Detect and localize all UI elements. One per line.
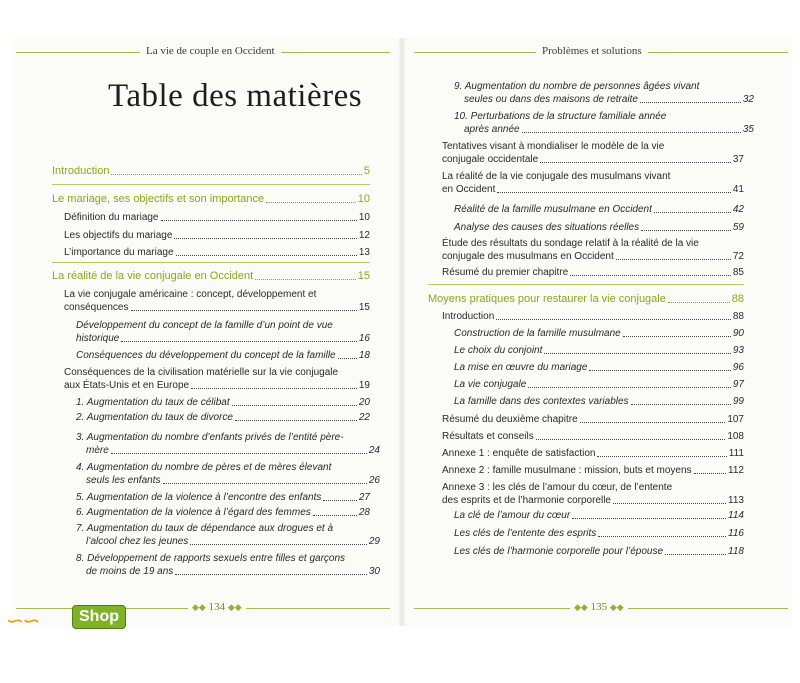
toc-line [52, 165, 370, 178]
toc-entry-page: 22 [358, 412, 370, 423]
dot-leader [631, 404, 731, 405]
running-head-right: Problèmes et solutions [536, 45, 648, 57]
shop-logo[interactable] [4, 600, 134, 632]
dot-leader [597, 456, 726, 457]
toc-entry-title: conjugale des musulmans en Occident [442, 251, 614, 262]
toc-line [428, 293, 744, 306]
toc-line [76, 411, 370, 424]
dot-leader [694, 473, 726, 474]
toc-line [464, 93, 754, 106]
toc-entry-page: 41 [732, 184, 744, 195]
toc-entry-page: 85 [732, 267, 744, 278]
toc-entry-page: 32 [742, 94, 754, 105]
toc-entry-page: 13 [358, 247, 370, 258]
toc-entry-page: 116 [728, 528, 744, 539]
toc-line [76, 491, 370, 504]
toc-entry-title: 5. Augmentation de la violence à l’encontre des enfants [76, 492, 322, 503]
toc-entry-page: 37 [732, 154, 744, 165]
toc-entry-page: 97 [732, 379, 744, 390]
dot-leader [111, 453, 367, 454]
toc-line [454, 545, 744, 558]
toc-entry-title: mère [86, 445, 109, 456]
toc-line [454, 221, 744, 234]
toc-entry-title: aux États-Unis et en Europe [64, 380, 190, 391]
folio-right: 135 [590, 601, 608, 613]
toc-entry-page: 10 [357, 193, 370, 205]
toc-entry-page: 72 [732, 251, 744, 262]
dot-leader [665, 554, 726, 555]
toc-entry-title: 9. Augmentation du nombre de personnes âgées vivant [454, 81, 700, 92]
toc-line [454, 527, 744, 540]
dot-leader [174, 238, 356, 239]
toc-entry-title: La réalité de la vie conjugale des musulmans vivant [442, 171, 671, 182]
toc-line [64, 211, 370, 224]
toc-entry-title: Introduction [52, 165, 110, 177]
dot-leader [497, 192, 731, 193]
toc-entry-page: 42 [732, 204, 744, 215]
toc-entry-title: 7. Augmentation du taux de dépendance aux drogues et à [76, 523, 334, 534]
toc-entry-title: Le mariage, ses objectifs et son importance [52, 193, 265, 205]
toc-line [76, 319, 370, 332]
toc-entry-title: La mise en œuvre du mariage [454, 362, 588, 373]
toc-line [442, 170, 744, 183]
toc-line [454, 395, 744, 408]
toc-entry-page: 35 [742, 124, 754, 135]
toc-entry-title: La vie conjugale [454, 379, 527, 390]
dot-leader [121, 341, 357, 342]
dot-leader [544, 353, 730, 354]
toc-entry-page: 27 [358, 492, 370, 503]
dot-leader [616, 259, 731, 260]
dot-leader [589, 370, 730, 371]
dot-leader [540, 162, 731, 163]
dot-leader [570, 275, 731, 276]
toc-entry-page: 112 [728, 465, 744, 476]
toc-entry-title: 2. Augmentation du taux de divorce [76, 412, 233, 423]
toc-entry-title: Moyens pratiques pour restaurer la vie conjugale [428, 293, 666, 305]
dot-leader [528, 387, 731, 388]
toc-line [76, 506, 370, 519]
toc-entry-title: de moins de 19 ans [86, 566, 174, 577]
toc-line [76, 349, 370, 362]
toc-entry-title: L’importance du mariage [64, 247, 174, 258]
toc-line [454, 361, 744, 374]
toc-entry-title: historique [76, 333, 120, 344]
folio-left: 134 [208, 601, 226, 613]
toc-entry-title: après année [464, 124, 520, 135]
section-divider [428, 284, 744, 285]
toc-line [442, 430, 744, 443]
dot-leader [176, 255, 357, 256]
toc-entry-page: 88 [732, 311, 744, 322]
running-head-left: La vie de couple en Occident [140, 45, 281, 57]
dot-leader [232, 405, 357, 406]
page-number-left [188, 601, 246, 613]
toc-entry-page: 93 [732, 345, 744, 356]
toc-entry-page: 114 [728, 510, 744, 521]
dot-leader [496, 319, 731, 320]
toc-line [442, 153, 744, 166]
toc-line [442, 494, 744, 507]
toc-line [64, 366, 370, 379]
dot-leader [255, 279, 356, 280]
dot-leader [613, 503, 726, 504]
toc-entry-page: 15 [358, 302, 370, 313]
toc-entry-title: La clé de l’amour du cœur [454, 510, 571, 521]
toc-entry-title: Étude des résultats du sondage relatif à la réalité de la vie [442, 238, 699, 249]
dot-leader [191, 388, 357, 389]
toc-line [76, 552, 370, 565]
toc-line [52, 270, 370, 283]
toc-entry-page: 10 [358, 212, 370, 223]
toc-entry-page: 20 [358, 397, 370, 408]
toc-entry-page: 29 [368, 536, 380, 547]
toc-entry-title: Construction de la famille musulmane [454, 328, 621, 339]
toc-entry-title: conséquences [64, 302, 129, 313]
toc-entry-title: Définition du mariage [64, 212, 159, 223]
toc-entry-page: 99 [732, 396, 744, 407]
toc-entry-page: 90 [732, 328, 744, 339]
toc-entry-title: Résumé du deuxième chapitre [442, 414, 578, 425]
dot-leader [536, 439, 726, 440]
toc-entry-page: 118 [728, 546, 744, 557]
toc-line [454, 203, 744, 216]
toc-entry-page: 16 [358, 333, 370, 344]
ornament-icon: ◆◆ [574, 602, 588, 612]
swirl-logo-icon: ∽∽ [4, 608, 37, 633]
toc-line [454, 344, 744, 357]
toc-entry-title: 8. Développement de rapports sexuels entre filles et garçons [76, 553, 346, 564]
toc-line [52, 193, 370, 206]
toc-entry-page: 59 [732, 222, 744, 233]
toc-entry-page: 12 [358, 230, 370, 241]
toc-entry-title: 6. Augmentation de la violence à l’égard des femmes [76, 507, 311, 518]
dot-leader [640, 102, 741, 103]
toc-entry-title: 1. Augmentation du taux de célibat [76, 397, 230, 408]
page-title: Table des matières [108, 78, 363, 114]
toc-line [442, 140, 744, 153]
toc-entry-title: l’alcool chez les jeunes [86, 536, 189, 547]
toc-line [64, 301, 370, 314]
toc-entry-page: 5 [363, 165, 370, 177]
ornament-icon: ◆◆ [192, 602, 206, 612]
toc-line [64, 246, 370, 259]
toc-line [86, 565, 380, 578]
ornament-icon: ◆◆ [227, 602, 242, 612]
toc-line [454, 378, 744, 391]
toc-entry-title: La famille dans des contextes variables [454, 396, 629, 407]
dot-leader [323, 500, 357, 501]
toc-line [454, 327, 744, 340]
toc-line [76, 332, 370, 345]
toc-line [442, 237, 744, 250]
toc-entry-title: seuls les enfants [86, 475, 161, 486]
dot-leader [266, 202, 356, 203]
dot-leader [161, 220, 357, 221]
shop-badge: Shop [72, 605, 126, 629]
toc-entry-title: Le choix du conjoint [454, 345, 543, 356]
toc-entry-page: 18 [358, 350, 370, 361]
toc-line [76, 431, 370, 444]
dot-leader [175, 574, 367, 575]
dot-leader [111, 174, 361, 175]
toc-line [442, 464, 744, 477]
toc-entry-title: La vie conjugale américaine : concept, développement et [64, 289, 317, 300]
toc-entry-title: Résultats et conseils [442, 431, 534, 442]
section-divider [52, 262, 370, 263]
toc-entry-page: 28 [358, 507, 370, 518]
toc-entry-title: La réalité de la vie conjugale en Occident [52, 270, 254, 282]
toc-entry-title: Tentatives visant à mondialiser le modèle de la vie [442, 141, 665, 152]
toc-entry-title: des esprits et de l’harmonie corporelle [442, 495, 611, 506]
toc-entry-title: en Occident [442, 184, 496, 195]
dot-leader [623, 336, 731, 337]
toc-line [442, 447, 744, 460]
toc-line [442, 481, 744, 494]
toc-entry-page: 113 [728, 495, 744, 506]
ornament-icon: ◆◆ [609, 602, 624, 612]
toc-line [76, 461, 370, 474]
toc-line [64, 379, 370, 392]
dot-leader [313, 515, 357, 516]
toc-entry-title: Conséquences de la civilisation matérielle sur la vie conjugale [64, 367, 339, 378]
toc-entry-title: Annexe 3 : les clés de l’amour du cœur, de l’entente [442, 482, 673, 493]
toc-entry-title: Réalité de la famille musulmane en Occident [454, 204, 652, 215]
toc-entry-title: Développement du concept de la famille d’un point de vue [76, 320, 333, 331]
dot-leader [641, 230, 731, 231]
toc-entry-page: 107 [727, 414, 744, 425]
toc-line [86, 474, 380, 487]
toc-line [76, 396, 370, 409]
toc-line [442, 266, 744, 279]
toc-line [86, 535, 380, 548]
toc-entry-page: 111 [728, 448, 744, 459]
dot-leader [522, 132, 741, 133]
toc-entry-title: Les clés de l’harmonie corporelle pour l’épouse [454, 546, 664, 557]
dot-leader [580, 422, 726, 423]
toc-line [442, 413, 744, 426]
toc-entry-title: Introduction [442, 311, 495, 322]
toc-entry-title: Annexe 1 : enquête de satisfaction [442, 448, 596, 459]
toc-entry-page: 24 [368, 445, 380, 456]
toc-entry-title: Résumé du premier chapitre [442, 267, 569, 278]
toc-line [454, 110, 744, 123]
dot-leader [668, 302, 730, 303]
toc-entry-title: 3. Augmentation du nombre d’enfants privés de l’entité père- [76, 432, 344, 443]
toc-line [64, 229, 370, 242]
toc-line [76, 522, 370, 535]
toc-entry-title: 10. Perturbations de la structure familiale année [454, 111, 667, 122]
toc-entry-page: 96 [732, 362, 744, 373]
dot-leader [131, 310, 357, 311]
toc-entry-page: 30 [368, 566, 380, 577]
toc-line [442, 183, 744, 196]
page-number-right [570, 601, 628, 613]
toc-entry-title: Les objectifs du mariage [64, 230, 173, 241]
toc-line [442, 250, 744, 263]
toc-entry-title: Annexe 2 : famille musulmane : mission, buts et moyens [442, 465, 692, 476]
dot-leader [338, 358, 357, 359]
toc-line [442, 310, 744, 323]
toc-line [86, 444, 380, 457]
toc-entry-title: Analyse des causes des situations réelles [454, 222, 640, 233]
toc-entry-title: Les clés de l’entente des esprits [454, 528, 597, 539]
toc-line [454, 80, 744, 93]
toc-entry-title: 4. Augmentation du nombre de pères et de mères élevant [76, 462, 332, 473]
toc-entry-page: 88 [731, 293, 744, 305]
dot-leader [598, 536, 726, 537]
dot-leader [235, 420, 357, 421]
dot-leader [572, 518, 726, 519]
dot-leader [163, 483, 367, 484]
toc-entry-page: 26 [368, 475, 380, 486]
dot-leader [190, 544, 367, 545]
toc-entry-title: conjugale occidentale [442, 154, 539, 165]
toc-entry-page: 108 [727, 431, 744, 442]
toc-entry-page: 15 [357, 270, 370, 282]
toc-line [454, 509, 744, 522]
toc-line [64, 288, 370, 301]
toc-line [464, 123, 754, 136]
section-divider [52, 184, 370, 185]
toc-entry-title: seules ou dans des maisons de retraite [464, 94, 638, 105]
toc-entry-page: 19 [358, 380, 370, 391]
toc-entry-title: Conséquences du développement du concept de la famille [76, 350, 336, 361]
dot-leader [654, 212, 731, 213]
